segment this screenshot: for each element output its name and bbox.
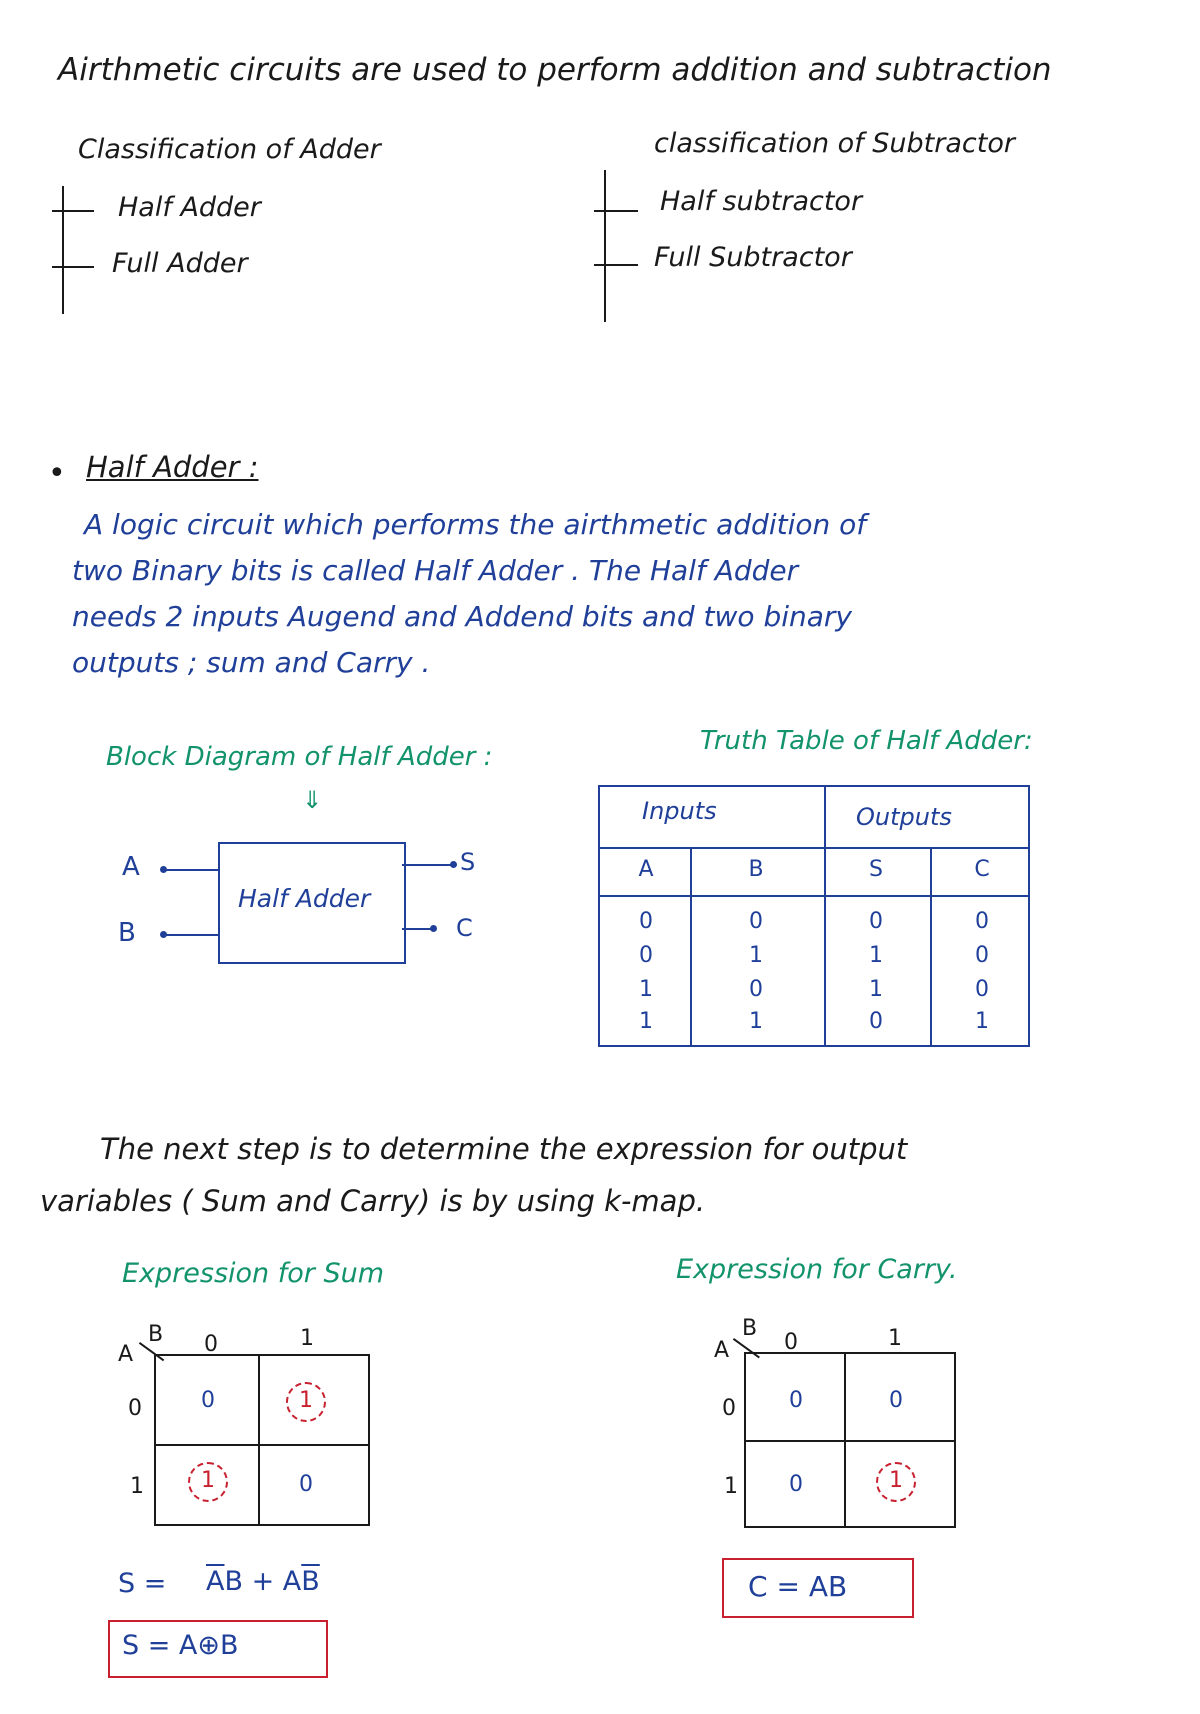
- input-b-wire: [164, 934, 220, 936]
- definition-line-4: outputs ; sum and Carry .: [72, 646, 431, 679]
- tt-cell-r2-c: 0: [975, 943, 989, 968]
- output-c-label: C: [456, 914, 473, 942]
- tt-cell-r1-s: 0: [869, 909, 883, 934]
- kmap-sum-cell-10: 1: [201, 1468, 215, 1493]
- adder-classification-title: Classification of Adder: [78, 134, 381, 165]
- kmap-carry-row-var: A: [714, 1338, 730, 1363]
- adder-bracket-tick-1: [52, 210, 94, 212]
- kmap-carry-col-var: B: [742, 1316, 758, 1341]
- tt-header-rule: [600, 895, 1028, 897]
- next-step-line-1: The next step is to determine the expression for output: [100, 1132, 908, 1166]
- kmap-sum-row-var: A: [118, 1342, 134, 1367]
- subtractor-bracket-tick-1: [594, 210, 638, 212]
- tt-col-a: A: [638, 857, 654, 882]
- kmap-sum-col-1: 1: [300, 1326, 314, 1351]
- carry-result: C = AB: [748, 1570, 848, 1603]
- adder-item-half: Half Adder: [118, 192, 261, 223]
- kmap-carry-col-1: 1: [888, 1326, 902, 1351]
- tt-cell-r2-s: 1: [869, 943, 883, 968]
- tt-cell-r2-a: 0: [639, 943, 653, 968]
- tt-col-divider-ab: [690, 847, 692, 1045]
- tt-cell-r4-a: 1: [639, 1009, 653, 1034]
- kmap-carry-cell-11: 1: [889, 1468, 903, 1493]
- kmap-carry-cell-10: 0: [789, 1472, 803, 1497]
- tt-col-s: S: [869, 857, 883, 882]
- definition-line-2: two Binary bits is called Half Adder . The Half Adder: [72, 554, 799, 587]
- kmap-sum-cell-00: 0: [201, 1388, 215, 1413]
- tt-cell-r3-a: 1: [639, 977, 653, 1002]
- block-diagram-caption: Block Diagram of Half Adder :: [106, 742, 493, 772]
- kmap-sum-vdivider: [258, 1356, 260, 1524]
- tt-outputs-header: Outputs: [856, 803, 952, 831]
- adder-bracket: [62, 186, 64, 314]
- tt-cell-r4-c: 1: [975, 1009, 989, 1034]
- tt-cell-r1-a: 0: [639, 909, 653, 934]
- definition-line-3: needs 2 inputs Augend and Addend bits and two binary: [72, 600, 852, 633]
- tt-col-divider-sc: [930, 847, 932, 1045]
- half-adder-block-label: Half Adder: [238, 884, 371, 913]
- down-arrow-icon: ⇓: [302, 786, 323, 814]
- tt-cell-r1-c: 0: [975, 909, 989, 934]
- kmap-sum-row-1: 1: [130, 1474, 144, 1499]
- sum-expression-caption: Expression for Sum: [122, 1258, 384, 1289]
- sum-expression-lhs: S =: [118, 1568, 167, 1599]
- tt-cell-r4-s: 0: [869, 1009, 883, 1034]
- tt-cell-r3-s: 1: [869, 977, 883, 1002]
- truth-table-caption: Truth Table of Half Adder:: [700, 726, 1033, 756]
- tt-cell-r4-b: 1: [749, 1009, 763, 1034]
- tt-group-divider: [824, 787, 826, 1045]
- tt-cell-r3-c: 0: [975, 977, 989, 1002]
- subtractor-item-half: Half subtractor: [660, 186, 863, 217]
- subtractor-bracket: [604, 170, 606, 322]
- subtractor-item-full: Full Subtractor: [654, 242, 852, 273]
- kmap-carry-row-0: 0: [722, 1396, 736, 1421]
- input-a-wire: [164, 869, 220, 871]
- kmap-sum-col-var: B: [148, 1322, 164, 1347]
- subtractor-classification-title: classification of Subtractor: [654, 128, 1015, 159]
- kmap-sum-col-0: 0: [204, 1332, 218, 1357]
- kmap-sum-cell-01: 1: [299, 1388, 313, 1413]
- next-step-line-2: variables ( Sum and Carry) is by using k-map.: [40, 1184, 706, 1218]
- kmap-carry-grid: [744, 1352, 956, 1528]
- sum-expression-rhs: $\overline{A}B + A\overline{B}$: [206, 1566, 320, 1597]
- tt-cell-r2-b: 1: [749, 943, 763, 968]
- kmap-sum-row-0: 0: [128, 1396, 142, 1421]
- tt-cell-r3-b: 0: [749, 977, 763, 1002]
- kmap-carry-col-0: 0: [784, 1330, 798, 1355]
- kmap-sum-hdivider: [156, 1444, 368, 1446]
- kmap-carry-cell-00: 0: [789, 1388, 803, 1413]
- tt-cell-r1-b: 0: [749, 909, 763, 934]
- truth-table: [598, 785, 1030, 1047]
- output-s-wire: [402, 864, 454, 866]
- sum-result: S = A⊕B: [122, 1630, 239, 1661]
- bullet-dot: •: [48, 456, 66, 491]
- kmap-carry-cell-01: 0: [889, 1388, 903, 1413]
- input-a-label: A: [122, 852, 140, 882]
- tt-col-c: C: [974, 857, 990, 882]
- output-c-terminal: [430, 925, 437, 932]
- output-s-label: S: [460, 848, 476, 876]
- input-b-label: B: [118, 918, 136, 948]
- kmap-carry-hdivider: [746, 1440, 954, 1442]
- intro-text: Airthmetic circuits are used to perform addition and subtraction: [58, 52, 1052, 88]
- tt-group-rule: [600, 847, 1028, 849]
- definition-line-1: A logic circuit which performs the airthmetic addition of: [84, 508, 867, 541]
- kmap-sum-grid: [154, 1354, 370, 1526]
- half-adder-heading: Half Adder :: [86, 450, 259, 484]
- carry-expression-caption: Expression for Carry.: [676, 1254, 958, 1285]
- tt-col-b: B: [748, 857, 764, 882]
- tt-inputs-header: Inputs: [642, 797, 717, 825]
- kmap-carry-row-1: 1: [724, 1474, 738, 1499]
- kmap-sum-cell-11: 0: [299, 1472, 313, 1497]
- output-s-terminal: [450, 861, 457, 868]
- adder-bracket-tick-2: [52, 266, 94, 268]
- subtractor-bracket-tick-2: [594, 264, 638, 266]
- adder-item-full: Full Adder: [112, 248, 248, 279]
